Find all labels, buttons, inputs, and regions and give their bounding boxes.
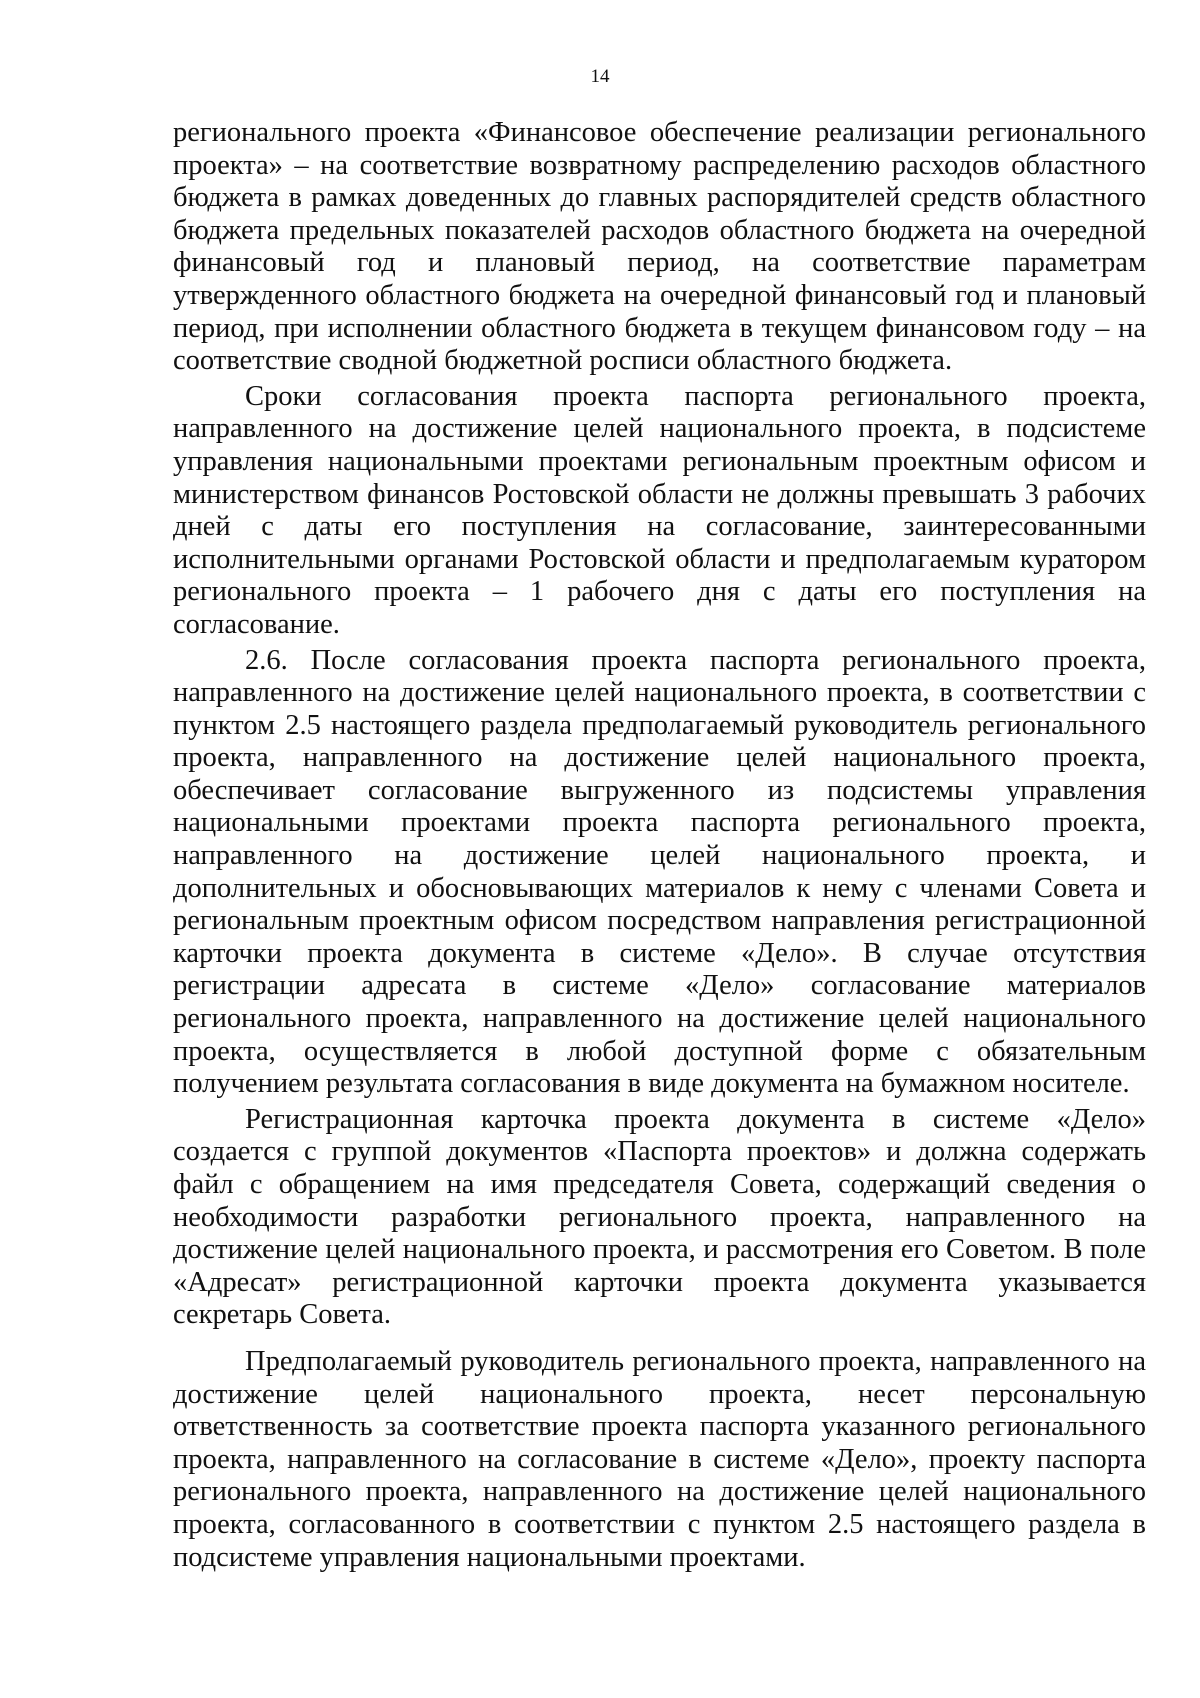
page-number: 14 bbox=[590, 66, 610, 87]
paragraph-responsibility: Предполагаемый руководитель регионального проекта, направленного на достижение целей национального проекта, несет персональную ответственность за соответствие проекта паспорта указанного регионального проекта, направленного на согласование в системе «Дело», проекту паспорта регионального проекта, направленного на достижение целей национального проекта, согласованного в соответствии с пунктом 2.5 настоящего раздела в подсистеме управления национальными проектами. bbox=[173, 1345, 1146, 1573]
paragraph-registration-card: Регистрационная карточка проекта документа в системе «Дело» создается с группой документов «Паспорта проектов» и должна содержать файл с обращением на имя председателя Совета, содержащий сведения о необходимости разработки регионального проекта, направленного на достижение целей национального проекта, и рассмотрения его Советом. В поле «Адресат» регистрационной карточки проекта документа указывается секретарь Совета. bbox=[173, 1103, 1146, 1331]
document-body bbox=[173, 117, 1146, 1574]
paragraph-approval-deadlines: Сроки согласования проекта паспорта регионального проекта, направленного на достижение целей национального проекта, в подсистеме управления национальными проектами региональным проектным офисом и министерством финансов Ростовской области не должны превышать 3 рабочих дней с даты его поступления на согласование, заинтересованными исполнительными органами Ростовской области и предполагаемым куратором регионального проекта – 1 рабочего дня с даты его поступления на согласование. bbox=[173, 380, 1146, 640]
paragraph-budget-compliance: регионального проекта «Финансовое обеспечение реализации регионального проекта» – на соответствие возвратному распределению расходов областного бюджета в рамках доведенных до главных распорядителей средств областного бюджета предельных показателей расходов областного бюджета на очередной финансовый год и плановый период, на соответствие параметрам утвержденного областного бюджета на очередной финансовый год и плановый период, при исполнении областного бюджета в текущем финансовом году – на соответствие сводной бюджетной росписи областного бюджета. bbox=[173, 117, 1146, 377]
paragraph-section-2-6: 2.6. После согласования проекта паспорта регионального проекта, направленного на достижение целей национального проекта, в соответствии с пунктом 2.5 настоящего раздела предполагаемый руководитель регионального проекта, направленного на достижение целей национального проекта, обеспечивает согласование выгруженного из подсистемы управления национальными проектами проекта паспорта регионального проекта, направленного на достижение целей национального проекта, и дополнительных и обосновывающих материалов к нему с членами Совета и региональным проектным офисом посредством направления регистрационной карточки проекта документа в системе «Дело». В случае отсутствия регистрации адресата в системе «Дело» согласование материалов регионального проекта, направленного на достижение целей национального проекта, осуществляется в любой доступной форме с обязательным получением результата согласования в виде документа на бумажном носителе. bbox=[173, 644, 1146, 1100]
